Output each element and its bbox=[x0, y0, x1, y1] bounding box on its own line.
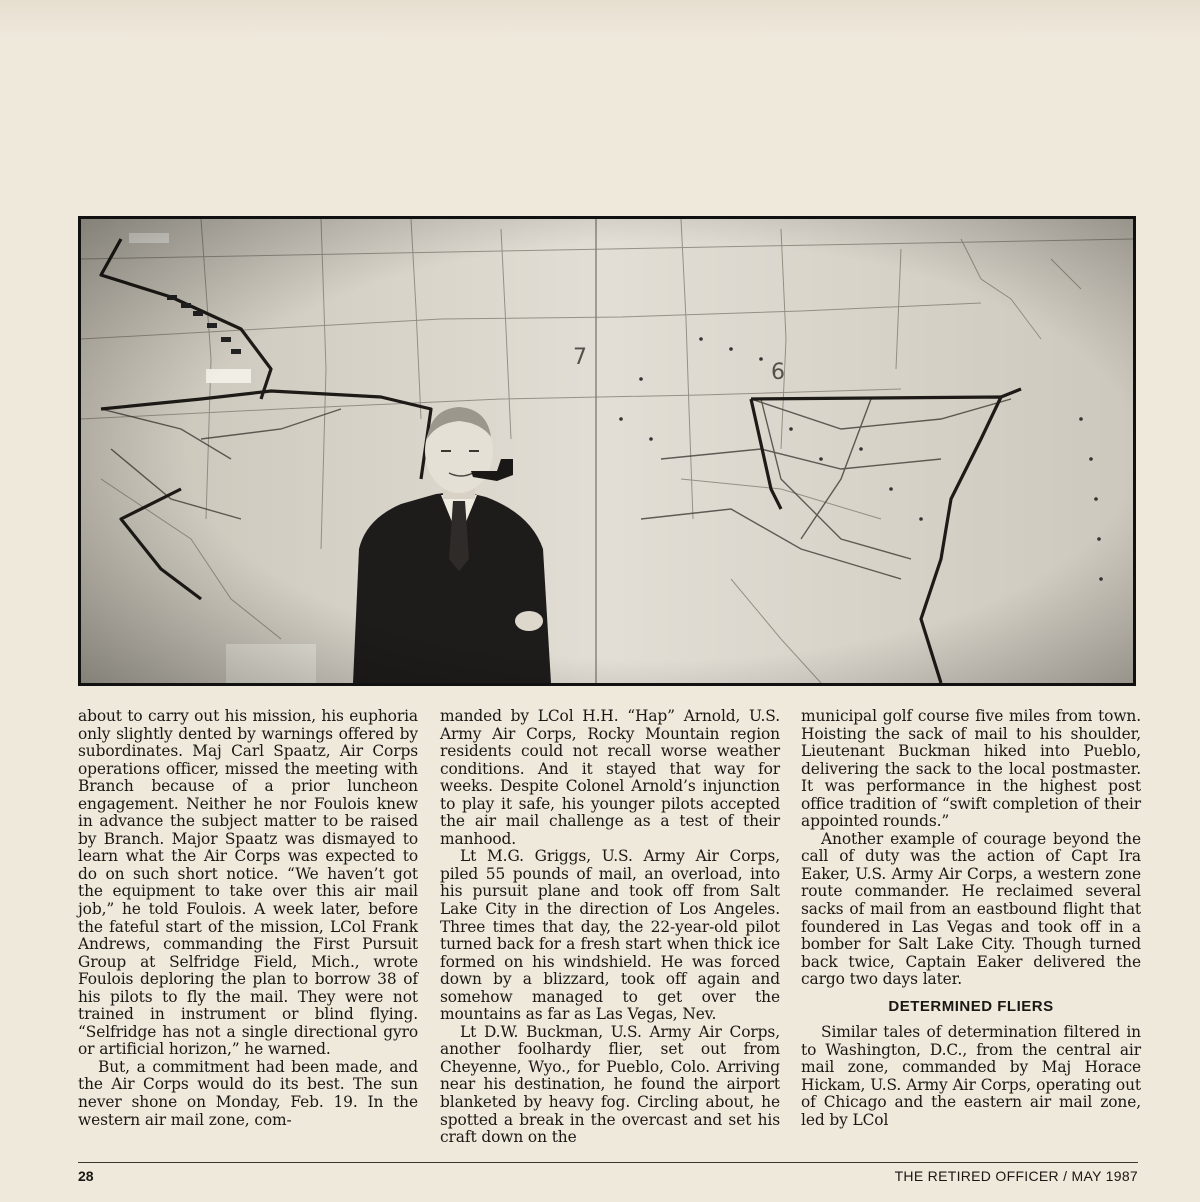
column3-paragraph-2: Another example of courage beyond the call of duty was the action of Capt Ira Eaker, U.S. Army Air Corps, a western zone route commander. He reclaimed several sacks of mail from an eastbound flight that foundered in Las Vegas and took off in a bomber for Salt Lake City. Though turned back twice, Captain Eaker delivered the cargo two days later. bbox=[801, 829, 1141, 989]
column1-paragraph-1: about to carry out his mission, his euphoria only slightly dented by warnings offered by subordinates. Maj Carl Spaatz, Air Corps operations officer, missed the meeting with Branch because of a prior luncheon engagement. Neither he nor Foulois knew in advance the subject matter to be raised by Branch. Major Spaatz was dismayed to learn what the Air Corps was expected to do on such short notice. “We haven’t got the equipment to take over this air mail job,” he told Foulois. A week later, before the fateful start of the mission, LCol Frank Andrews, commanding the First Pursuit Group at Selfridge Field, Mich., wrote Foulois deploring the plan to borrow 38 of his pilots to fly the mail. They were not trained in instrument or blind flying. “Selfridge has not a single directional gyro or artificial horizon,” he warned. bbox=[78, 707, 418, 1059]
article-column-2 bbox=[440, 708, 780, 1147]
page-background bbox=[0, 0, 1200, 40]
column3-paragraph-1: municipal golf course five miles from town. Hoisting the sack of mail to his shoulder, Lieutenant Buckman hiked into Pueblo, delivering the sack to the local postmaster. It was performance in the highest post office tradition of “swift completion of their appointed rounds.” bbox=[801, 707, 1141, 831]
column2-paragraph-3: Lt D.W. Buckman, U.S. Army Air Corps, another foolhardy flier, set out from Cheyenne, Wyo., for Pueblo, Colo. Arriving near his destination, he found the airport blanketed by heavy fog. Circling about, he spotted a break in the overcast and set his craft down on the bbox=[440, 1022, 780, 1147]
column2-paragraph-1: manded by LCol H.H. “Hap” Arnold, U.S. Army Air Corps, Rocky Mountain region residents could not recall worse weather conditions. And it stayed that way for weeks. Despite Colonel Arnold’s injunction to play it safe, his younger pilots accepted the air mail challenge as a test of their manhood. bbox=[440, 707, 780, 848]
column1-paragraph-2: But, a commitment had been made, and the Air Corps would do its best. The sun never shone on Monday, Feb. 19. In the western air mail zone, com- bbox=[78, 1057, 418, 1129]
section-subhead: DETERMINED FLIERS bbox=[888, 997, 1054, 1015]
publication-footer: THE RETIRED OFFICER / MAY 1987 bbox=[894, 1168, 1138, 1184]
footer-rule bbox=[78, 1162, 1138, 1163]
map-photo-illustration bbox=[81, 219, 1133, 683]
page-number: 28 bbox=[78, 1168, 94, 1184]
photo-man-at-air-mail-map bbox=[78, 216, 1136, 686]
article-column-1 bbox=[78, 708, 418, 1129]
article-column-3 bbox=[801, 708, 1141, 1130]
column2-paragraph-2: Lt M.G. Griggs, U.S. Army Air Corps, piled 55 pounds of mail, an overload, into his pursuit plane and took off from Salt Lake City in the direction of Los Angeles. Three times that day, the 22-year-old pilot turned back for a fresh start when thick ice formed on his windshield. He was forced down by a blizzard, took off again and somehow managed to get over the mountains as far as Las Vegas, Nev. bbox=[440, 847, 780, 1024]
column3-paragraph-3: Similar tales of determination filtered in to Washington, D.C., from the central air mail zone, commanded by Maj Horace Hickam, U.S. Army Air Corps, operating out of Chicago and the eastern air mail zone, led by LCol bbox=[801, 1023, 1141, 1130]
